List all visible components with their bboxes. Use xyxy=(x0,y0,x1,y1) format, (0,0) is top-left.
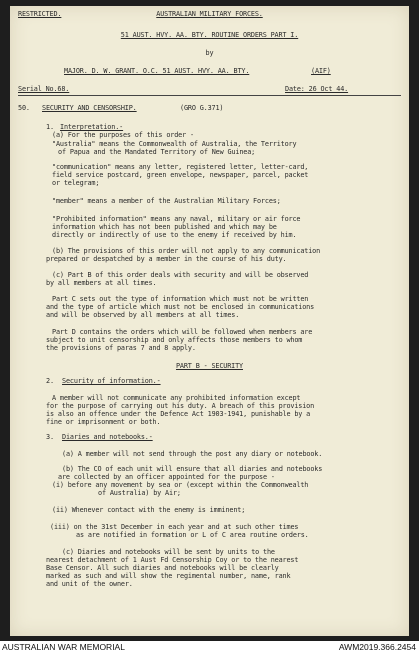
para-3c-line: nearest detachment of 1 Aust Fd Censorship Coy or to the nearest xyxy=(46,556,299,564)
para-3b-i-line: (i) before any movement by sea or (except within the Commonwealth xyxy=(52,481,309,489)
orders-title: 51 AUST. HVY. AA. BTY. ROUTINE ORDERS PART I. xyxy=(120,31,299,39)
para-2-heading: Security of information.- xyxy=(62,377,161,385)
para-2-line: fine or imprisonment or both. xyxy=(46,418,161,426)
para-3b-i-line: of Australia) by Air; xyxy=(98,489,181,497)
para-1-number: 1. xyxy=(46,123,54,131)
def-australia-line: "Australia" means the Commonwealth of Australia, the Territory xyxy=(52,140,297,148)
archive-reference: AWM2019.366.2454 xyxy=(338,642,416,652)
section-ref: (GRO G.371) xyxy=(180,104,224,112)
para-3c-line: Base Censor. All such diaries and notebooks will be clearly xyxy=(46,564,279,572)
forces-heading: AUSTRALIAN MILITARY FORCES. xyxy=(156,10,263,18)
def-communication-line: field service postcard, green envelope, newspaper, parcel, packet xyxy=(52,171,309,179)
def-prohibited-line: information which has not been published and which may be xyxy=(52,223,277,231)
para-1c-line: by all members at all times. xyxy=(46,279,157,287)
by-label: by xyxy=(205,49,214,57)
para-3-number: 3. xyxy=(46,433,54,441)
def-prohibited-line: directly or indirectly of use to the enemy if received by him. xyxy=(52,231,297,239)
para-3b-line: are collected by an officer appointed for the purpose - xyxy=(58,473,275,481)
part-d-line: Part D contains the orders which will be followed when members are xyxy=(52,328,313,336)
document-page xyxy=(10,6,409,636)
para-3c-line: and unit of the owner. xyxy=(46,580,133,588)
restricted-label: RESTRICTED. xyxy=(18,10,62,18)
part-b-heading: PART B - SECURITY xyxy=(175,362,243,370)
para-2-number: 2. xyxy=(46,377,54,385)
def-member-line: "member" means a member of the Australian Military Forces; xyxy=(52,197,281,205)
para-3b-line: (b) The CO of each unit will ensure that all diaries and notebooks xyxy=(62,465,323,473)
def-communication-line: "communication" means any letter, registered letter, letter-card, xyxy=(52,163,309,171)
para-3c-line: marked as such and will show the regimental number, name, rank xyxy=(46,572,291,580)
serial-number: Serial No.68. xyxy=(18,85,70,93)
part-d-line: the provisions of paras 7 and 8 apply. xyxy=(46,344,196,352)
order-date: Date: 26 Oct 44. xyxy=(285,85,349,93)
para-3a-line: (a) A member will not send through the post any diary or notebook. xyxy=(62,450,323,458)
para-1b-line: prepared or despatched by a member in the course of his duty. xyxy=(46,255,287,263)
def-prohibited-line: "Prohibited information" means any naval, military or air force xyxy=(52,215,301,223)
archive-footer xyxy=(0,641,419,653)
header-rule xyxy=(18,95,401,96)
para-2-line: for the purpose of carrying out his duty. A breach of this provision xyxy=(46,402,315,410)
para-2-line: A member will not communicate any prohibited information except xyxy=(52,394,301,402)
def-communication-line: or telegram; xyxy=(52,179,100,187)
para-1c-line: (c) Part B of this order deals with security and will be observed xyxy=(52,271,309,279)
part-c-line: and will be observed by all members at all times. xyxy=(46,311,240,319)
para-3c-line: (c) Diaries and notebooks will be sent by units to the xyxy=(62,548,275,556)
para-3-heading: Diaries and notebooks.- xyxy=(62,433,153,441)
para-1-heading: Interpretation.- xyxy=(60,123,124,131)
para-2-line: is also an offence under the Defence Act 1903-1941, punishable by a xyxy=(46,410,311,418)
section-number: 50. xyxy=(18,104,30,112)
para-3b-iii-line: as are notified in formation or L of C area routine orders. xyxy=(76,531,309,539)
section-title: SECURITY AND CENSORSHIP. xyxy=(42,104,137,112)
para-1a-intro: (a) For the purposes of this order - xyxy=(52,131,194,139)
part-c-line: and the type of article which must not be enclosed in communications xyxy=(46,303,315,311)
officer-line: MAJOR. D. W. GRANT. O.C. 51 AUST. HVY. AA. BTY. xyxy=(64,67,250,75)
def-australia-line: of Papua and the Mandated Territory of New Guinea; xyxy=(58,148,256,156)
aif-label: (AIF) xyxy=(311,67,331,75)
part-d-line: subject to unit censorship and only affects those members to whom xyxy=(46,336,303,344)
para-3b-iii-line: (iii) on the 31st December in each year and at such other times xyxy=(50,523,299,531)
archive-name: AUSTRALIAN WAR MEMORIAL xyxy=(2,642,125,652)
para-1b-line: (b) The provisions of this order will not apply to any communication xyxy=(52,247,321,255)
para-3b-ii-line: (ii) Whenever contact with the enemy is imminent; xyxy=(52,506,246,514)
part-c-line: Part C sets out the type of information which must not be written xyxy=(52,295,309,303)
